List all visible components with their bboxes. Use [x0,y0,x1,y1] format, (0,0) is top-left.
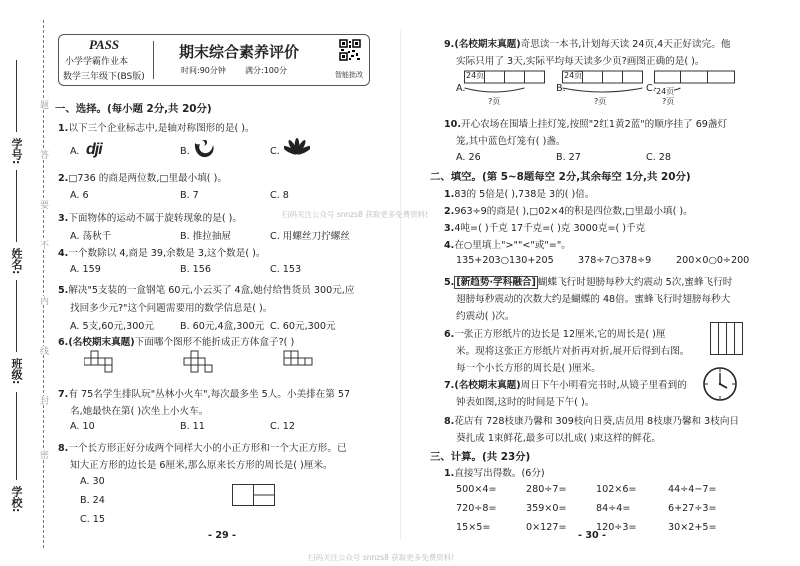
unknown-label: ?页 [594,97,607,106]
compare-item[interactable]: 200×0○0÷200 [676,255,750,266]
fill-1 [444,186,594,200]
q-number: 6. [444,329,455,340]
series-name: 小学学霸作业本 [65,57,129,67]
option-a[interactable]: A. 荡秋千 [70,231,112,242]
exam-time: 时间:90分钟 [181,66,226,75]
q-text: □736 的商是两位数,□里最小填( )。 [68,173,227,184]
option-a[interactable]: A. 10 [70,421,95,432]
q-text: 以下三个企业标志中,是轴对称图形的是( )。 [68,123,255,134]
section-2-heading: 二、填空。(第 5~8题每空 2分,其余每空 1分,共 20分) [430,171,691,183]
option-a[interactable]: A. 159 [70,264,101,275]
option-a[interactable]: A. 5支,60元,300元 [70,321,154,332]
q-text: 花店有 728枝康乃馨和 309枝向日葵,店员用 8枝康乃馨和 3枝向日 [454,416,740,427]
q-text: 一个长方形正好分成两个同样大小的小正方形和一个大正方形。已 [68,443,347,454]
option-c[interactable]: C. 8 [270,190,289,201]
rectangle-figure [232,484,276,508]
q-number: 3. [444,223,455,234]
q-tag: (名校期末真题) [454,39,521,50]
q-tag: (名校期末真题) [454,380,521,391]
q-text: 963÷9的商是( ),□02×4的积是四位数,□里最小填( )。 [454,206,693,217]
option-b[interactable]: B. 60元,4盒,300元 [180,321,265,332]
fill-4 [444,237,571,251]
q-number: 5. [444,277,455,288]
option-b[interactable]: B. 156 [180,264,211,275]
q-number: 8. [58,443,69,454]
binding-label: 要 [38,200,48,209]
dji-logo: dji [86,141,102,158]
option-c[interactable]: C. [270,146,280,157]
q-text-line2: 葵扎成 1束鲜花,最多可以扎成( )束这样的鲜花。 [456,433,662,444]
option-b[interactable]: B. 7 [180,190,199,201]
calc-cell[interactable]: 30×2+5= [668,522,717,533]
q-number: 8. [444,416,455,427]
q-text-line2: 米。现将这张正方形纸片对折再对折,展开后得到右图。 [456,346,690,357]
option-c[interactable]: C. [646,83,656,94]
field-line [16,392,17,480]
compare-item[interactable]: 135+203○130+205 [456,255,554,266]
q-text-line2: 找回多少元?"这个问题需要用的数学信息是( )。 [70,303,273,314]
option-b[interactable]: B. 27 [556,152,581,163]
q-text-line2: 笼,其中蓝色灯笼有( )盏。 [456,136,566,147]
calc-cell[interactable]: 0×127= [526,522,567,533]
segment-label: 24页 [466,71,485,80]
calc-cell[interactable]: 120÷3= [596,522,637,533]
q-number: 4. [58,248,69,259]
q-text: 周日下午小明看完书时,从镜子里看到的 [520,380,687,391]
q-text: 开心农场在围墙上挂灯笼,按照"2红1黄2蓝"的顺序挂了 69盏灯 [461,119,728,130]
fill-3 [444,220,645,234]
q-number: 1. [58,123,69,134]
section-1-heading: 一、选择。(每小题 2分,共 20分) [55,103,212,115]
option-a[interactable]: A. [70,146,80,157]
q-text-line3: 每一个小长方形的周长是( )厘米。 [456,363,601,374]
q-text-line2: 实际只用了 3天,实际平均每天读多少页?画图正确的是( )。 [456,56,705,67]
binding-label: 封 [38,396,48,405]
q-text-line2: 知大正方形的边长是 6厘米,那么原来长方形的周长是( )厘米。 [70,460,333,471]
pass-logo: PASS [89,37,120,52]
option-c[interactable]: C. 12 [270,421,296,432]
q-number: 3. [58,213,69,224]
option-a[interactable]: A. 26 [456,152,481,163]
q-number: 10. [444,119,461,130]
header-box [58,34,370,86]
calc-cell[interactable]: 359×0= [526,503,567,514]
field-line [16,280,17,352]
calc-cell[interactable]: 44÷4−7= [668,484,717,495]
q-number: 2. [444,206,455,217]
binding-label: 答 [38,150,48,159]
q-number: 4. [444,240,455,251]
q-text: 83的 5倍是( ),738是 3的( )倍。 [454,189,595,200]
compare-item[interactable]: 378÷7○378÷9 [578,255,652,266]
q-text-line3: 约震动( )次。 [456,311,515,322]
binding-label: 题 [38,100,48,109]
fill-2 [444,203,693,217]
q-text: 奇思读一本书,计划每天读 24页,4天正好读完。他 [520,39,731,50]
option-b[interactable]: B. [556,83,566,94]
q-number: 2. [58,173,69,184]
field-class: 班级: [10,358,23,385]
field-line [16,170,17,242]
qr-code-icon [339,39,361,61]
binding-label: 内 [38,296,48,305]
q-text-line2: 名,她最快在第( )次坐上小火车。 [70,406,209,417]
q-number: 7. [58,389,69,400]
q-tag: (名校期末真题) [68,337,135,348]
q-text: 直接写出得数。(6分) [454,468,545,479]
q-tag: [新趋势·学科融合] [456,277,536,288]
unknown-label: ?页 [488,97,501,106]
field-name: 姓名: [10,248,23,275]
calc-cell[interactable]: 84÷4= [596,503,631,514]
column-divider [400,30,401,540]
q-number: 6. [58,337,69,348]
section-3-heading: 三、计算。(共 23分) [430,451,531,463]
qr-caption: 智能批改 [335,71,363,79]
segment-label: 24页 [564,71,583,80]
calc-cell[interactable]: 15×5= [456,522,491,533]
q-number: 1. [444,468,455,479]
q-number: 5. [58,285,69,296]
cube-nets-figure [84,350,344,380]
option-b[interactable]: B. 推拉抽屉 [180,231,232,242]
q-text-line2: 钟表如图,这时的时间是下午( )。 [456,397,595,408]
option-c[interactable]: C. 60元,300元 [270,321,336,332]
option-a[interactable]: A. [456,83,466,94]
grade-edition: 数学三年级下(BS版) [63,72,145,82]
q-text: 蝴蝶飞行时翅膀每秒大约震动 5次,蜜蜂飞行时 [537,277,733,288]
option-c[interactable]: C. 153 [270,264,302,275]
unknown-label: ?页 [662,97,675,106]
option-c[interactable]: C. 28 [646,152,672,163]
calc-cell[interactable]: 280÷7= [526,484,567,495]
divider [153,41,154,79]
q-text: 解决"5支装的一盒钢笔 60元,小云买了 4盒,她付给售货员 300元,应 [68,285,355,296]
watermark-bottom: 扫码关注公众号 snnzs8 获取更多免费资料! [308,553,455,562]
binding-label: 不 [38,240,48,249]
q-text: 一个数除以 4,商是 39,余数是 3,这个数是( )。 [68,248,266,259]
q-text: 4吨=( )千克 17千克=( )克 3000克=( )千克 [454,223,646,234]
option-c[interactable]: C. 用螺丝刀拧螺丝 [270,231,350,242]
calc-cell[interactable]: 720÷8= [456,503,497,514]
petal-logo-icon [284,138,310,160]
field-line [16,60,17,132]
binding-label: 线 [38,346,48,355]
watermark-middle: 扫码关注公众号 snnzs8 获取更多免费资料! [282,210,429,219]
page-number-right: - 30 - [578,530,606,541]
calc-cell[interactable]: 6+27÷3= [668,503,717,514]
q-text: 下面哪个图形不能折成正方体盒子?( ) [134,337,295,348]
binding-label: 密 [38,450,48,459]
q-text: 有 75名学生排队玩"丛林小火车",每次最多坐 5人。小美排在第 57 [68,389,351,400]
option-a[interactable]: A. 30 [80,476,105,487]
q-number: 9. [444,39,455,50]
folded-square-figure [710,322,744,356]
clock-icon [702,366,738,402]
segment-label: 24页 [656,87,675,96]
calc-cell[interactable]: 102×6= [596,484,637,495]
calc-cell[interactable]: 500×4= [456,484,497,495]
q-text: 下面物体的运动不属于旋转现象的是( )。 [68,213,242,224]
q-text: 一张正方形纸片的边长是 12厘米,它的周长是( )厘 [454,329,666,340]
page-title: 期末综合素养评价 [179,43,300,61]
option-b[interactable]: B. [180,146,190,157]
page-number-left: - 29 - [208,530,236,541]
option-a[interactable]: A. 6 [70,190,89,201]
full-score: 满分:100分 [245,66,287,75]
swirl-logo-icon [192,138,216,160]
q-number: 1. [444,189,455,200]
q-text-line2: 翅膀每秒震动的次数大约是蝴蝶的 48倍。蜜蜂飞行时翅膀每秒大 [456,294,731,305]
q-number: 7. [444,380,455,391]
option-c[interactable]: C. 15 [80,514,106,525]
field-school: 学校: [10,486,23,513]
option-b[interactable]: B. 24 [80,495,105,506]
option-b[interactable]: B. 11 [180,421,205,432]
field-student-id: 学号: [10,138,23,165]
q-text: 在○里填上">""<"或"="。 [454,240,571,251]
